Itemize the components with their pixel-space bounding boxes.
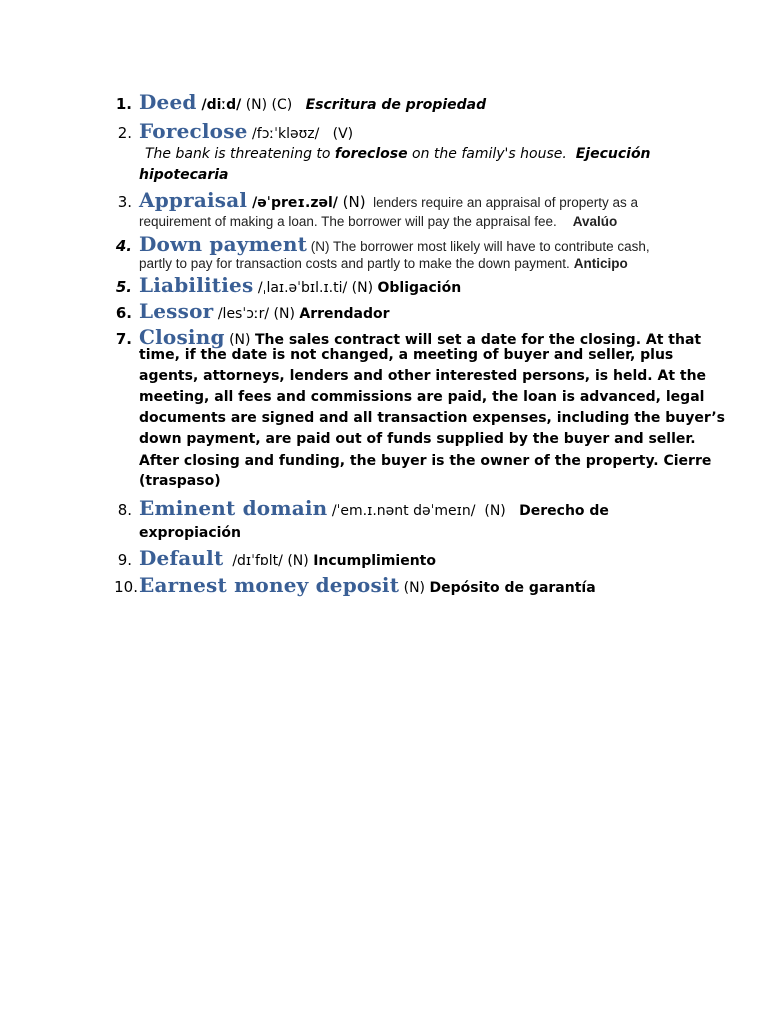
definition-continued: After closing and funding, the buyer is the owner of the property.: [139, 453, 664, 469]
pronunciation: /lesˈɔːr/: [213, 306, 270, 322]
pronunciation: /fɔːˈkləʊz/: [247, 126, 320, 142]
translation: Derecho de: [519, 503, 609, 519]
term: Appraisal: [139, 188, 248, 212]
term: Down payment: [139, 232, 308, 256]
definition-continued: documents are signed and all transaction expenses, including the buyer’s: [139, 410, 726, 426]
definition-continued: agents, attorneys, lenders and other interested persons, is held. At the: [139, 368, 707, 384]
grammar-tags: (N): [282, 553, 314, 569]
list-number: 6.: [115, 304, 132, 322]
translation: Escritura de propiedad: [305, 97, 487, 113]
definition: The borrower most likely will have to contribute cash,: [329, 239, 650, 254]
grammar-tags: (N): [307, 239, 330, 254]
definition-continued: down payment, are paid out of funds supplied by the buyer and seller.: [139, 431, 696, 447]
translation: Ejecución: [575, 146, 651, 162]
term: Closing: [139, 325, 225, 349]
translation: Avalúo: [572, 214, 618, 229]
list-number: 9.: [117, 551, 132, 569]
list-number: 7.: [115, 330, 132, 348]
example-highlight: foreclose: [334, 146, 408, 162]
term: Default: [139, 546, 224, 570]
list-number: 8.: [117, 501, 132, 519]
pronunciation: /ˌlaɪ.əˈbɪl.ɪ.ti/: [253, 280, 348, 296]
translation-continued: hipotecaria: [139, 167, 229, 183]
translation-continued: (traspaso): [139, 473, 221, 489]
translation: Depósito de garantía: [429, 580, 596, 596]
list-number: 5.: [115, 278, 132, 296]
translation-continued: expropiación: [139, 525, 242, 541]
definition: The sales contract will set a date for the closing. At that: [254, 332, 702, 348]
term: Foreclose: [139, 119, 248, 143]
list-number: 2.: [117, 124, 132, 142]
definition-continued: meeting, all fees and commissions are paid, the loan is advanced, legal: [139, 389, 705, 405]
translation: Obligación: [377, 280, 462, 296]
pronunciation: /əˈpreɪ.zəl/: [247, 195, 338, 211]
grammar-tags: (N): [337, 193, 366, 211]
grammar-tags: (N): [269, 306, 300, 322]
translation: Anticipo: [573, 256, 628, 271]
term: Deed: [139, 90, 197, 114]
translation: Cierre: [663, 453, 712, 469]
grammar-tags: (N): [347, 280, 378, 296]
definition-continued: time, if the date is not changed, a meeting of buyer and seller, plus: [139, 347, 674, 363]
pronunciation: /ˈem.ɪ.nənt dəˈmeɪn/: [327, 503, 476, 519]
list-number: 10.: [114, 578, 138, 596]
term: Lessor: [139, 299, 214, 323]
term: Eminent domain: [139, 496, 328, 520]
grammar-tags: (V): [319, 126, 354, 142]
pronunciation: /dɪˈfɒlt/: [223, 553, 283, 569]
example-sentence: The bank is threatening to foreclose on the family's house. Ejecución: [145, 146, 651, 162]
term: Liabilities: [139, 273, 254, 297]
list-number: 3.: [117, 193, 132, 211]
list-number: 1.: [115, 95, 132, 113]
translation: Incumplimiento: [313, 553, 436, 569]
pronunciation: /diːd/: [196, 97, 242, 113]
definition-continued: partly to pay for transaction costs and partly to make the down payment.: [139, 256, 570, 271]
term: Earnest money deposit: [139, 573, 400, 597]
grammar-tags: (N): [224, 332, 255, 348]
definition-continued: requirement of making a loan. The borrower will pay the appraisal fee.: [139, 214, 557, 229]
list-number: 4.: [115, 237, 132, 255]
definition: lenders require an appraisal of property as a: [365, 195, 639, 210]
grammar-tags: (N) (C): [241, 97, 306, 113]
grammar-tags: (N): [475, 503, 520, 519]
translation: Arrendador: [299, 306, 390, 322]
grammar-tags: (N): [399, 580, 430, 596]
